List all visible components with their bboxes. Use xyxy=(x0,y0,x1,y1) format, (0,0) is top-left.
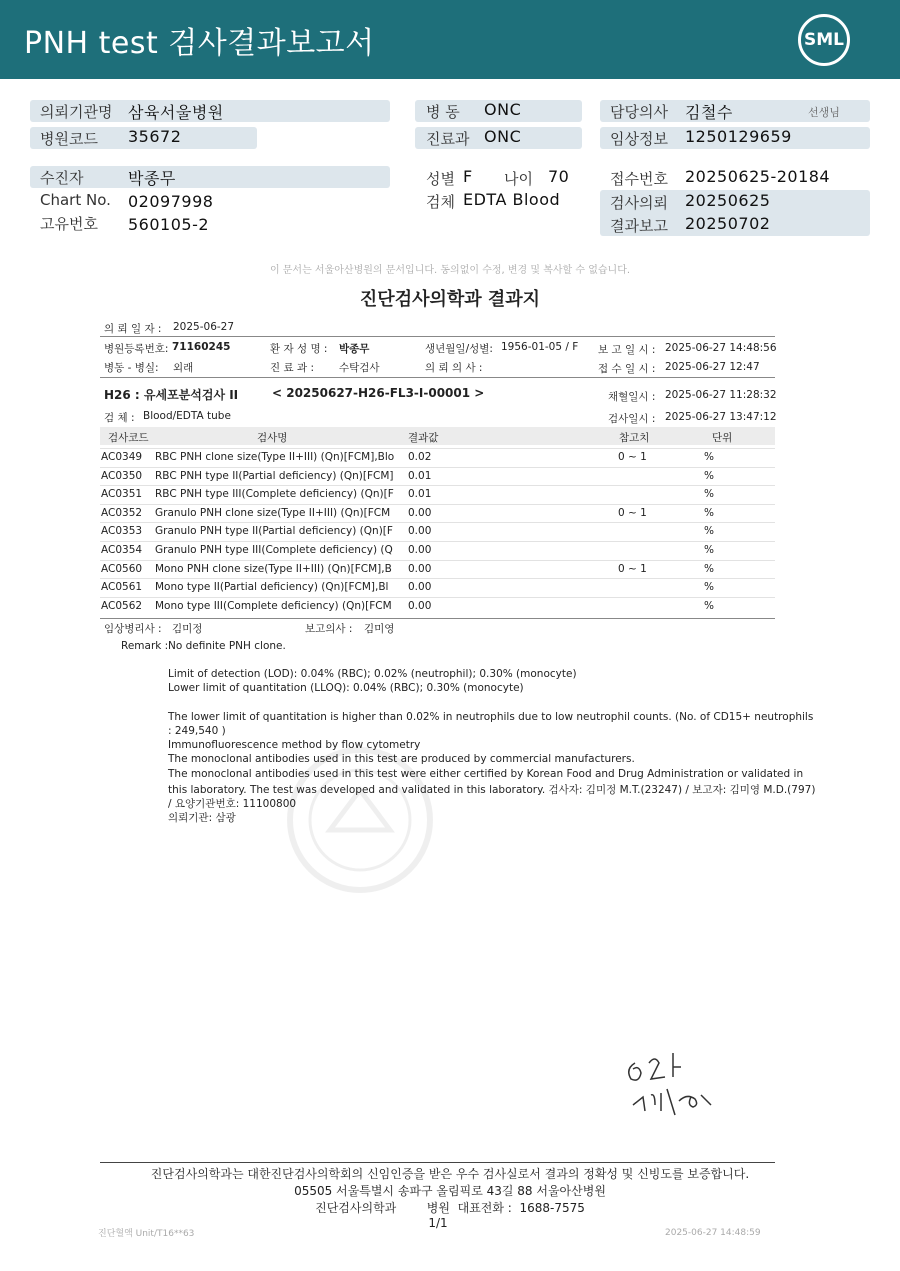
unique-label: 고유번호 xyxy=(40,215,98,233)
cell-name: Mono type III(Complete deficiency) (Qn)[FCM xyxy=(155,599,392,612)
receipt-time-label: 접 수 일 시 : xyxy=(598,363,656,375)
ward-value: ONC xyxy=(484,100,522,119)
birth-value: 1956-01-05 / F xyxy=(501,341,579,353)
doctor-label: 담당의사 xyxy=(610,103,668,121)
institution-value: 삼육서울병원 xyxy=(128,103,224,122)
pathologist-value: 김미정 xyxy=(172,623,203,635)
receipt-value: 20250625-20184 xyxy=(685,167,831,186)
cell-unit: % xyxy=(704,506,714,519)
dept-value: 수탁검사 xyxy=(339,362,380,374)
test-name: H26 : 유세포분석검사 II xyxy=(104,388,239,402)
divider xyxy=(100,618,775,619)
specimen-label: 검 체 : xyxy=(104,412,135,424)
cell-name: Mono PNH clone size(Type II+III) (Qn)[FCM],B xyxy=(155,562,392,575)
cell-name: Granulo PNH type III(Complete deficiency) (Q xyxy=(155,544,393,556)
cell-code: AC0353 xyxy=(101,525,143,538)
doctor-value: 김철수 xyxy=(685,103,733,122)
cell-result: 0.02 xyxy=(408,451,432,463)
report-header xyxy=(0,0,900,79)
cell-name: Mono type II(Partial deficiency) (Qn)[FCM],Bl xyxy=(155,581,389,594)
reg-no-label: 병원등록번호: xyxy=(104,343,169,355)
cell-code: AC0562 xyxy=(101,599,143,612)
row-divider xyxy=(100,448,775,449)
cell-code: AC0349 xyxy=(101,451,143,463)
cell-code: AC0350 xyxy=(101,469,143,482)
receipt-label: 접수번호 xyxy=(610,170,668,188)
col-result: 결과값 xyxy=(408,432,439,444)
cell-result: 0.00 xyxy=(408,599,432,612)
row-divider xyxy=(100,541,775,542)
institution-label: 의뢰기관명 xyxy=(40,103,113,121)
cell-code: AC0561 xyxy=(101,581,143,594)
divider xyxy=(100,336,775,337)
note-line: / 요양기관번호: 11100800 xyxy=(168,798,297,810)
cell-result: 0.00 xyxy=(408,581,432,594)
exam-label: 검사일시 : xyxy=(608,413,656,425)
cell-code: AC0351 xyxy=(101,488,143,501)
row-divider xyxy=(100,485,775,486)
report-value: 20250702 xyxy=(685,214,771,233)
cell-unit: % xyxy=(704,451,714,463)
row-divider xyxy=(100,560,775,561)
cell-unit: % xyxy=(704,525,714,538)
doctor-label: 의 뢰 의 사 : xyxy=(425,362,483,374)
note-line: : 249,540 ) xyxy=(168,725,226,737)
specimen-value: EDTA Blood xyxy=(463,190,561,209)
cell-code: AC0352 xyxy=(101,506,143,519)
dept-value: ONC xyxy=(484,127,522,146)
row-divider xyxy=(100,467,775,468)
note-line: The monoclonal antibodies used in this test are produced by commercial manufacturers. xyxy=(168,753,635,765)
note-line: Limit of detection (LOD): 0.04% (RBC); 0.02% (neutrophil); 0.30% (monocyte) xyxy=(168,668,577,680)
cell-result: 0.00 xyxy=(408,506,432,519)
ward-room-value: 외래 xyxy=(173,362,194,374)
hospital-code-label: 병원코드 xyxy=(40,130,98,148)
row-divider xyxy=(100,522,775,523)
request-label: 검사의뢰 xyxy=(610,194,668,212)
reporter-label: 보고의사 : xyxy=(305,623,353,635)
patient-label: 수진자 xyxy=(40,169,84,187)
footer-address: 05505 서울특별시 송파구 올림픽로 43길 88 서울아산병원 xyxy=(294,1184,606,1198)
col-code: 검사코드 xyxy=(108,432,149,444)
cell-unit: % xyxy=(704,562,714,575)
clinical-label: 임상정보 xyxy=(610,130,668,148)
cell-result: 0.00 xyxy=(408,525,432,538)
reporter-value: 김미영 xyxy=(364,623,395,635)
row-divider xyxy=(100,578,775,579)
document-title: 진단검사의학과 결과지 xyxy=(359,289,541,310)
cell-name: RBC PNH type II(Partial deficiency) (Qn)[FCM] xyxy=(155,469,394,482)
hospital-code-value: 35672 xyxy=(128,127,182,146)
cell-ref: 0 ~ 1 xyxy=(618,451,647,463)
cell-name: Granulo PNH clone size(Type II+III) (Qn)[FCM xyxy=(155,506,391,519)
request-date-label: 의 뢰 일 자 : xyxy=(104,323,162,335)
request-value: 20250625 xyxy=(685,191,771,210)
cell-unit: % xyxy=(704,469,714,482)
cell-name: Granulo PNH type II(Partial deficiency) (Qn)[F xyxy=(155,525,393,538)
cell-unit: % xyxy=(704,581,714,594)
report-time-value: 2025-06-27 14:48:56 xyxy=(665,342,777,354)
cell-code: AC0560 xyxy=(101,562,143,575)
collect-label: 채혈일시 : xyxy=(608,391,656,403)
sex-value: F xyxy=(463,167,473,186)
sex-label: 성별 xyxy=(426,170,455,188)
chart-label: Chart No. xyxy=(40,191,111,209)
footer-unit: 진단혈액 Unit/T16**63 xyxy=(98,1229,195,1239)
birth-label: 생년월일/성별: xyxy=(425,343,493,355)
receipt-time-value: 2025-06-27 12:47 xyxy=(665,361,760,373)
specimen-label: 검체 xyxy=(426,193,455,211)
col-unit: 단위 xyxy=(712,432,733,444)
note-line: The lower limit of quantitation is higher than 0.02% in neutrophils due to low neutrophil counts. (No. of CD15+ neutrophils xyxy=(168,711,814,723)
report-time-label: 보 고 일 시 : xyxy=(598,344,656,356)
reg-no-value: 71160245 xyxy=(172,341,231,353)
cell-unit: % xyxy=(704,544,714,556)
specimen-value: Blood/EDTA tube xyxy=(143,410,231,422)
handwritten-signature xyxy=(615,1035,725,1125)
footer-print-time: 2025-06-27 14:48:59 xyxy=(665,1228,761,1238)
note-line: Lower limit of quantitation (LLOQ): 0.04% (RBC); 0.30% (monocyte) xyxy=(168,682,524,694)
cell-result: 0.00 xyxy=(408,544,432,556)
note-line: this laboratory. The test was developed and validated in this laboratory. 검사자: 김미정 M.T.(23247) / 보고자: 김미영 M.D.(797) xyxy=(168,784,816,796)
row-divider xyxy=(100,504,775,505)
footer-certification: 진단검사의학과는 대한진단검사의학회의 신임인증을 받은 우수 검사실로서 결과의 정확성 및 신빙도를 보증합니다. xyxy=(150,1167,750,1181)
report-label: 결과보고 xyxy=(610,217,668,235)
collect-value: 2025-06-27 11:28:32 xyxy=(665,389,777,401)
doctor-suffix: 선생님 xyxy=(808,106,840,119)
cell-code: AC0354 xyxy=(101,544,143,556)
patient-name-value: 박종무 xyxy=(339,343,370,355)
patient-value: 박종무 xyxy=(128,169,176,188)
copy-notice: 이 문서는 서울아산병원의 문서입니다. 동의없이 수정, 변경 및 복사할 수 없습니다. xyxy=(269,265,631,276)
footer-divider xyxy=(100,1162,775,1163)
cell-result: 0.00 xyxy=(408,562,432,575)
col-ref: 참고치 xyxy=(619,432,650,444)
exam-value: 2025-06-27 13:47:12 xyxy=(665,411,777,423)
page-number: 1/1 xyxy=(428,1216,448,1230)
cell-result: 0.01 xyxy=(408,488,432,501)
cell-name: RBC PNH clone size(Type II+III) (Qn)[FCM],Blo xyxy=(155,451,395,463)
request-date-value: 2025-06-27 xyxy=(173,321,235,333)
age-value: 70 xyxy=(548,167,570,186)
unique-value: 560105-2 xyxy=(128,215,210,234)
remark-value: No definite PNH clone. xyxy=(168,640,286,652)
cell-name: RBC PNH type III(Complete deficiency) (Qn)[F xyxy=(155,488,394,501)
report-title: PNH test 검사결과보고서 xyxy=(24,26,375,61)
ward-room-label: 병동 - 병실: xyxy=(104,362,159,374)
dept-label: 진료과 xyxy=(426,130,470,148)
ward-label: 병 동 xyxy=(426,103,460,121)
cell-ref: 0 ~ 1 xyxy=(618,506,647,519)
cell-result: 0.01 xyxy=(408,469,432,482)
sml-logo: SML xyxy=(798,14,850,66)
note-line: The monoclonal antibodies used in this test were either certified by Korean Food and Drug Administration or validated in xyxy=(168,768,804,780)
age-label: 나이 xyxy=(504,170,533,188)
note-line: 의뢰기관: 삼광 xyxy=(168,812,236,824)
patient-bar xyxy=(30,166,390,188)
cell-unit: % xyxy=(704,488,714,501)
divider xyxy=(100,377,775,378)
pathologist-label: 임상병리사 : xyxy=(104,623,162,635)
row-divider xyxy=(100,597,775,598)
cell-unit: % xyxy=(704,599,714,612)
dept-label: 진 료 과 : xyxy=(270,362,314,374)
chart-value: 02097998 xyxy=(128,192,214,211)
footer-contact: 진단검사의학과 병원 대표전화 : 1688-7575 xyxy=(315,1201,585,1215)
test-id: < 20250627-H26-FL3-I-00001 > xyxy=(272,386,485,400)
cell-ref: 0 ~ 1 xyxy=(618,562,647,575)
col-name: 검사명 xyxy=(257,432,288,444)
patient-name-label: 환 자 성 명 : xyxy=(270,343,328,355)
remark-label: Remark : xyxy=(121,640,169,652)
note-line: Immunofluorescence method by flow cytometry xyxy=(168,739,421,751)
clinical-value: 1250129659 xyxy=(685,127,792,146)
